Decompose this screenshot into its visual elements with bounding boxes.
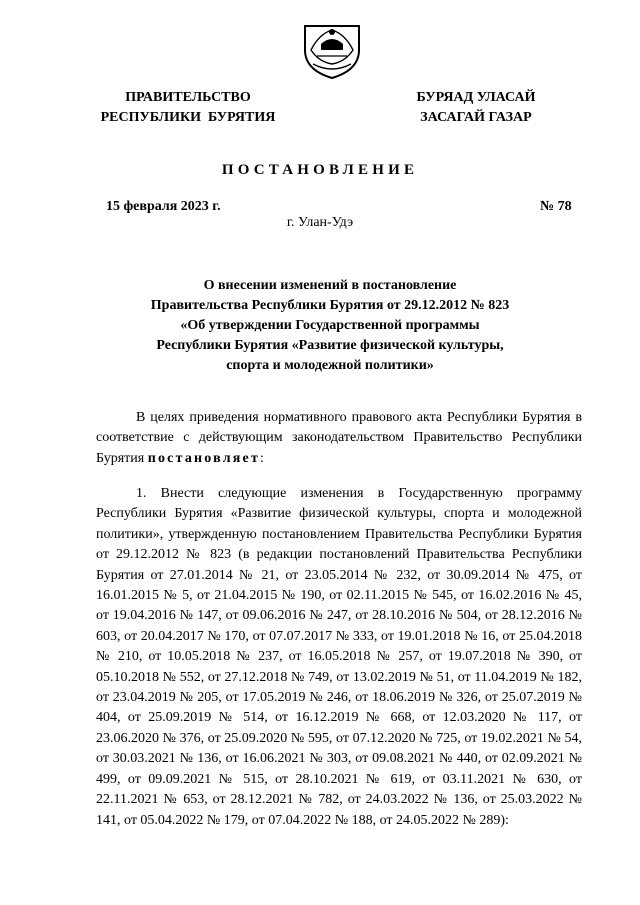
document-city: г. Улан-Удэ bbox=[286, 215, 354, 230]
coat-of-arms-emblem bbox=[299, 20, 365, 80]
subject-line-3: «Об утверждении Государственной программы bbox=[180, 318, 480, 333]
document-type: ПОСТАНОВЛЕНИЕ bbox=[221, 162, 419, 178]
header-left-line2: РЕСПУБЛИКИ БУРЯТИЯ bbox=[100, 110, 276, 125]
header-right-line2: ЗАСАГАЙ ГАЗАР bbox=[420, 110, 532, 125]
header-right-line1: БУРЯАД УЛАСАЙ bbox=[416, 90, 536, 105]
header-left bbox=[78, 88, 298, 128]
header-left-line1: ПРАВИТЕЛЬСТВО bbox=[125, 90, 251, 105]
preamble-end: : bbox=[260, 450, 264, 466]
item-1-paragraph: 1. Внести следующие изменения в Государственную программу Республики Бурятия «Развитие физической культуры, спорта и молодежной политики», утвержденную постановлением Правительства Республики Бурятия от 29.12.2012 № 823 (в редакции постановлений Правительства Республики Бурятия от 27.01.2014 № 21, от 23.05.2014 № 232, от 30.09.2014 № 475, от 16.01.2015 № 5, от 21.04.2015 № 190, от 02.11.2015 № 545, от 16.02.2016 № 45, от 19.04.2016 № 147, от 09.06.2016 № 247, от 28.10.2016 № 504, от 28.12.2016 № 603, от 20.04.2017 № 170, от 07.07.2017 № 333, от 19.01.2018 № 16, от 25.04.2018 № 210, от 10.05.2018 № 237, от 16.05.2018 № 257, от 19.07.2018 № 390, от 05.10.2018 № 552, от 27.12.2018 № 749, от 13.02.2019 № 51, от 11.04.2019 № 182, от 23.04.2019 № 205, от 17.05.2019 № 246, от 18.06.2019 № 326, от 25.07.2019 № 404, от 25.09.2019 № 514, от 16.12.2019 № 668, от 12.03.2020 № 117, от 23.06.2020 № 376, от 25.09.2020 № 595, от 07.12.2020 № 725, от 19.02.2021 № 54, от 30.03.2021 № 136, от 16.06.2021 № 303, от 09.08.2021 № 440, от 02.09.2021 № 499, от 09.09.2021 № 515, от 28.10.2021 № 619, от 03.11.2021 № 630, от 22.11.2021 № 653, от 28.12.2021 № 782, от 24.03.2022 № 136, от 25.03.2022 № 141, от 05.04.2022 № 179, от 07.04.2022 № 188, от 24.05.2022 № 289): bbox=[96, 486, 582, 828]
document-number: № 78 bbox=[540, 199, 572, 214]
document-subject bbox=[130, 276, 530, 376]
subject-line-5: спорта и молодежной политики» bbox=[226, 358, 434, 373]
subject-line-4: Республики Бурятия «Развитие физической культуры, bbox=[156, 338, 504, 353]
subject-line-2: Правительства Республики Бурятия от 29.12.2012 № 823 bbox=[150, 298, 510, 313]
decree-word: постановляет bbox=[147, 450, 261, 466]
document-date: 15 февраля 2023 г. bbox=[106, 199, 221, 214]
preamble-text: В целях приведения нормативного правового акта Республики Бурятия в соответствие с действующим законодательством Правительство Республики Бурятия bbox=[96, 410, 582, 466]
preamble-paragraph bbox=[96, 408, 582, 469]
header-right bbox=[386, 88, 566, 128]
subject-line-1: О внесении изменений в постановление bbox=[203, 278, 457, 293]
